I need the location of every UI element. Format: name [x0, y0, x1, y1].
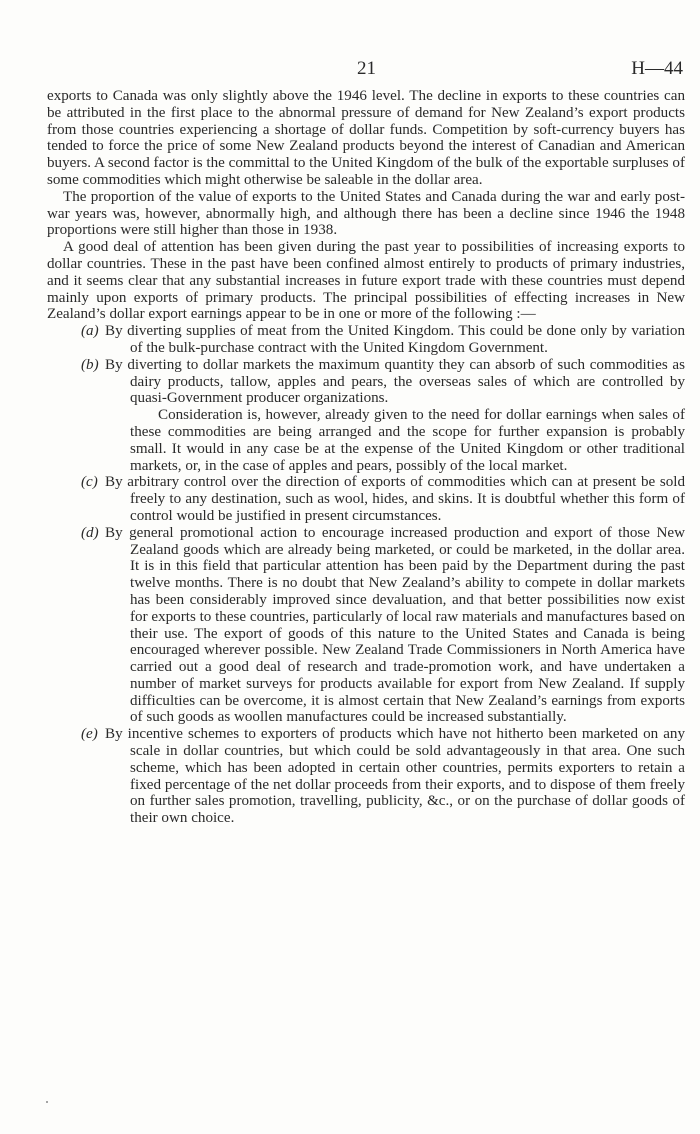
paragraph: exports to Canada was only slightly above the 1946 level. The decline in exports to these countries can be attributed in the first place to the abnormal pressure of demand for New Zealand’s export products from those countries experiencing a shortage of dollar funds. Competition by soft-currency buyers has tended to force the price of some New Zealand products beyond the interest of Canadian and American buyers. A second factor is the committal to the United Kingdom of the bulk of the exportable surpluses of some commodities which might otherwise be saleable in the dollar area.: [47, 88, 685, 188]
document-reference: H—44: [631, 58, 683, 79]
paragraph: A good deal of attention has been given during the past year to possibilities of increasing exports to dollar countries. These in the past have been confined almost entirely to products of primary industries, and it seems clear that any substantial increases in future export trade with these countries must depend mainly upon exports of primary products. The principal possibilities of effecting increases in New Zealand’s dollar export earnings appear to be in one or more of the following :—: [47, 239, 685, 323]
list-item-label: (a): [81, 323, 99, 340]
body-text: [47, 88, 685, 827]
list-item-text: By arbitrary control over the direction of exports of commodities which can at present be sold freely to any destination, such as wool, hides, and skins. It is doubtful whether this form of control would be justified in present circumstances.: [105, 474, 685, 524]
list-item-text: By diverting supplies of meat from the United Kingdom. This could be done only by variation of the bulk-purchase contract with the United Kingdom Government.: [105, 323, 685, 356]
document-page: [47, 58, 685, 827]
list-item-d: [47, 525, 685, 727]
list-item-continuation: Consideration is, however, already given to the need for dollar earnings when sales of these commodities are being arranged and the scope for further expansion is probably small. It would in any case be at the expense of the United Kingdom or other traditional markets, or, in the case of apples and pears, possibly of the local market.: [130, 407, 685, 474]
list-item-a: [47, 323, 685, 357]
list-item-b: [47, 357, 685, 407]
list-item-label: (e): [81, 726, 98, 743]
page-number: 21: [357, 58, 376, 79]
page-header: [47, 58, 685, 88]
list-item-label: (c): [81, 474, 98, 491]
list-item-label: (d): [81, 524, 99, 541]
list-item-text: By incentive schemes to exporters of products which have not hitherto been marketed on any scale in dollar countries, but which could be sold advantageously in that area. One such scheme, which has been adopted in certain other countries, permits exporters to retain a fixed percentage of the net dollar proceeds from their exports, and to dispose of them freely on further sales promotion, travelling, publicity, &c., or on the purchase of dollar goods of their own choice.: [105, 726, 685, 827]
scan-speck: [46, 1101, 48, 1103]
list-item-text: By general promotional action to encourage increased production and export of those New Zealand goods which are already being marketed, or could be marketed, in the dollar area. It is in this field that particular attention has been paid by the Department during the past twelve months. There is no doubt that New Zealand’s ability to compete in dollar markets has been considerably improved since devaluation, and that better possibilities now exist for exports to these countries, particularly of local raw materials and manufactures based on their use. The export of goods of this nature to the United States and Canada is being encouraged wherever possible. New Zealand Trade Commissioners in North America have carried out a good deal of research and trade-promotion work, and have undertaken a number of market surveys for products available for export from New Zealand. If supply difficulties can be overcome, it is almost certain that New Zealand’s earnings from exports of such goods as woollen manufactures could be increased substantially.: [105, 524, 685, 726]
list-item-c: [47, 474, 685, 524]
list-item-label: (b): [81, 356, 99, 373]
list-item-text: By diverting to dollar markets the maximum quantity they can absorb of such commodities as dairy products, tallow, apples and pears, the overseas sales of which are controlled by quasi-Government producer organizations.: [105, 356, 685, 407]
paragraph: The proportion of the value of exports to the United States and Canada during the war and early post-war years was, however, abnormally high, and although there has been a decline since 1946 the 1948 proportions were still higher than those in 1938.: [47, 188, 685, 239]
list-item-e: [47, 726, 685, 827]
